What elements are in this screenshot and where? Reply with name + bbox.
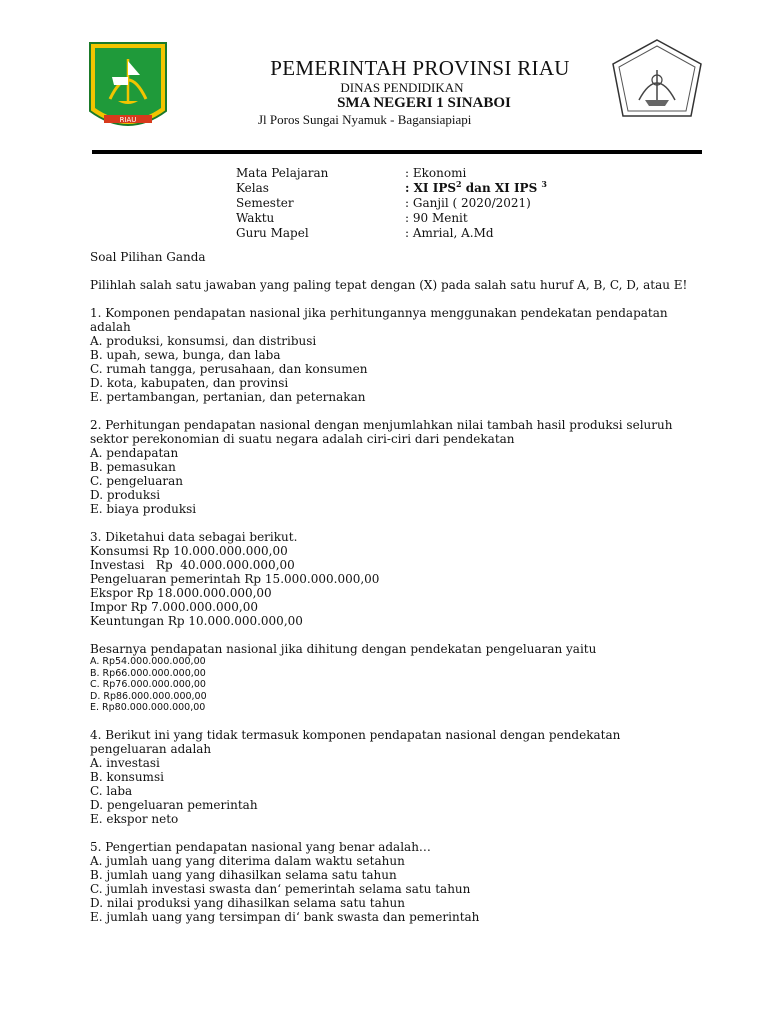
instruction: Pilihlah salah satu jawaban yang paling tepat dengan (X) pada salah satu huruf A, B, C, D, atau E! xyxy=(90,278,688,292)
option: E. pertambangan, pertanian, dan peternakan xyxy=(90,390,366,404)
info-value: : Ekonomi xyxy=(405,166,467,180)
question-text: 5. Pengertian pendapatan nasional yang benar adalah… xyxy=(90,839,431,854)
question-5 xyxy=(90,840,690,924)
question-text: 1. Komponen pendapatan nasional jika perhitungannya menggunakan pendekatan pendapatan adalah xyxy=(90,306,668,334)
exam-body xyxy=(90,250,690,924)
option: E. ekspor neto xyxy=(90,811,179,826)
option: C. jumlah investasi swasta dan‘ pemerintah selama satu tahun xyxy=(90,881,471,896)
data-line: Konsumsi Rp 10.000.000.000,00 xyxy=(90,544,288,558)
exam-info xyxy=(236,166,547,241)
info-row-teacher xyxy=(236,226,547,241)
option: D. nilai produksi yang dihasilkan selama satu tahun xyxy=(90,895,405,910)
question-1 xyxy=(90,306,690,404)
question-text: 4. Berikut ini yang tidak termasuk komponen pendapatan nasional dengan pendekatan pengeluaran adalah xyxy=(90,727,621,756)
info-label: Mata Pelajaran xyxy=(236,166,329,180)
info-label: Kelas xyxy=(236,181,269,195)
section-title: Soal Pilihan Ganda xyxy=(90,250,206,264)
option: A. investasi xyxy=(90,755,160,770)
class-sup-2: 3 xyxy=(541,179,547,189)
question-3 xyxy=(90,530,690,714)
option: A. produksi, konsumsi, dan distribusi xyxy=(90,334,317,348)
header-school-name: SMA NEGERI 1 SINABOI xyxy=(337,95,511,111)
data-line: Impor Rp 7.000.000.000,00 xyxy=(90,600,258,614)
option: C. rumah tangga, perusahaan, dan konsumen xyxy=(90,362,368,376)
question-2 xyxy=(90,418,690,516)
option: A. Rp54.000.000.000,00 xyxy=(90,656,206,667)
option: D. produksi xyxy=(90,488,161,502)
option: C. Rp76.000.000.000,00 xyxy=(90,679,206,690)
header-dinas: DINAS PENDIDIKAN xyxy=(340,80,464,95)
option: E. jumlah uang yang tersimpan di‘ bank swasta dan pemerintah xyxy=(90,909,480,924)
option: D. Rp86.000.000.000,00 xyxy=(90,690,207,702)
question-prompt: Besarnya pendapatan nasional jika dihitung dengan pendekatan pengeluaran yaitu xyxy=(90,642,597,656)
info-row-semester xyxy=(236,196,547,211)
option: D. kota, kabupaten, dan provinsi xyxy=(90,376,289,390)
option: E. Rp80.000.000.000,00 xyxy=(90,702,206,713)
option: A. jumlah uang yang diterima dalam waktu setahun xyxy=(90,853,405,868)
data-line: Pengeluaran pemerintah Rp 15.000.000.000,00 xyxy=(90,572,380,586)
option: B. pemasukan xyxy=(90,460,176,474)
option: C. laba xyxy=(90,783,133,798)
option: B. konsumsi xyxy=(90,769,164,784)
question-text: 2. Perhitungan pendapatan nasional dengan menjumlahkan nilai tambah hasil produksi seluruh sektor perekonomian di suatu negara adalah ciri-ciri dari pendekatan xyxy=(90,418,673,446)
option: D. pengeluaran pemerintah xyxy=(90,797,258,812)
info-label: Semester xyxy=(236,196,294,210)
info-label: Waktu xyxy=(236,211,275,225)
option: A. pendapatan xyxy=(90,446,179,460)
class-value: : XI IPS xyxy=(405,181,457,195)
info-value: : 90 Menit xyxy=(405,211,468,225)
info-row-class xyxy=(236,181,547,196)
info-value: : Amrial, A.Md xyxy=(405,226,494,240)
info-row-subject xyxy=(236,166,547,181)
riau-emblem-logo xyxy=(88,41,168,137)
option: B. Rp66.000.000.000,00 xyxy=(90,667,206,679)
info-label: Guru Mapel xyxy=(236,226,309,240)
header-address: Jl Poros Sungai Nyamuk - Bagansiapiapi xyxy=(258,112,472,127)
question-4 xyxy=(90,728,690,826)
header-divider xyxy=(92,150,702,154)
option: B. jumlah uang yang dihasilkan selama satu tahun xyxy=(90,867,397,882)
svg-text:RIAU: RIAU xyxy=(119,116,137,124)
data-line: Investasi Rp 40.000.000.000,00 xyxy=(90,558,295,572)
header-title: PEMERINTAH PROVINSI RIAU xyxy=(270,56,570,80)
option: E. biaya produksi xyxy=(90,502,197,516)
option: B. upah, sewa, bunga, dan laba xyxy=(90,348,281,362)
class-mid: dan XI IPS xyxy=(461,181,542,195)
option: C. pengeluaran xyxy=(90,474,184,488)
info-value-class xyxy=(405,181,547,196)
class-sup-1: 2 xyxy=(456,179,462,189)
data-line: Keuntungan Rp 10.000.000.000,00 xyxy=(90,614,303,628)
info-row-time xyxy=(236,211,547,226)
question-text: 3. Diketahui data sebagai berikut. xyxy=(90,530,298,544)
data-line: Ekspor Rp 18.000.000.000,00 xyxy=(90,586,272,600)
info-value: : Ganjil ( 2020/2021) xyxy=(405,196,531,210)
